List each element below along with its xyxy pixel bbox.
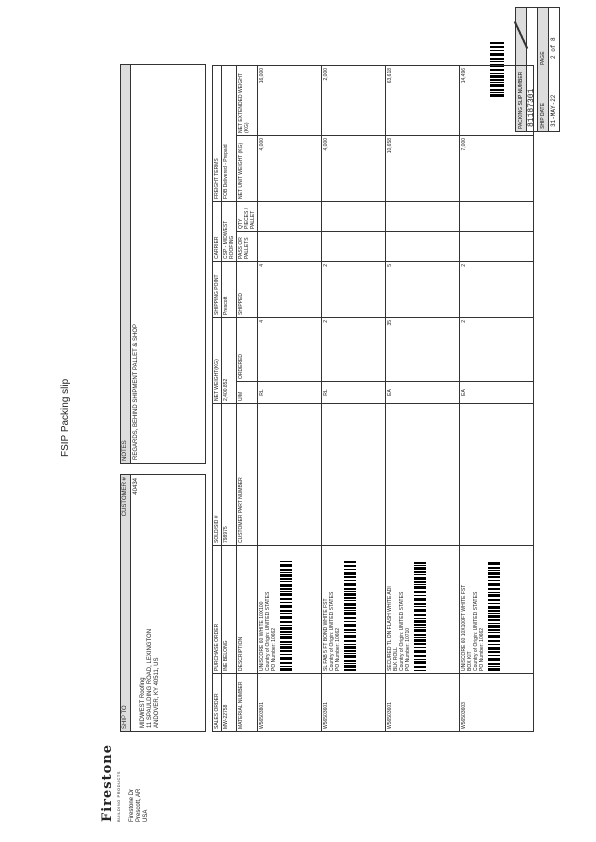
barcode-bar <box>488 583 500 586</box>
description-line: PO Number: 10710 <box>405 627 411 671</box>
barcode-bar <box>280 625 292 626</box>
barcode-bar <box>344 583 356 586</box>
description-line: SECURED TL ON FLASH WHITE ADI <box>387 586 393 671</box>
barcode-bar <box>488 651 500 653</box>
extended-weight: 14,496 <box>460 65 534 135</box>
barcode-bar <box>344 572 356 575</box>
barcode-bar <box>280 654 292 655</box>
barcode-bar <box>488 613 500 614</box>
page-number: 2 of 8 <box>550 37 557 59</box>
barcode-bar <box>414 637 426 638</box>
barcode-bar <box>280 631 292 633</box>
barcode-bar <box>488 663 500 665</box>
description-line: UNISCORE 60 WHITE 10X100 <box>259 601 265 671</box>
info-header: PURCHASE ORDER <box>213 546 222 674</box>
barcode-bar <box>488 592 500 593</box>
description-line: BOX KIT <box>467 651 473 671</box>
description-cell <box>460 546 534 674</box>
barcode-bar <box>488 635 500 638</box>
col-customer-part-number: CUSTOMER PART NUMBER <box>237 404 258 546</box>
barcode-bar <box>344 646 356 649</box>
description-line: UNISCORE 60 10X100FT WHITE FST <box>461 584 467 671</box>
col-description: DESCRIPTION <box>237 546 258 674</box>
info-header-sold-sid: SOLD/SID # <box>214 515 220 543</box>
barcode-bar <box>344 591 356 592</box>
barcode-bar <box>414 634 426 636</box>
barcode-bar <box>488 610 500 612</box>
barcode-bar <box>414 655 426 657</box>
barcode-bar <box>280 662 292 664</box>
barcode-bar <box>488 603 500 604</box>
barcode-bar <box>488 576 500 578</box>
barcode-bar <box>344 569 356 570</box>
unit-of-measure: EA <box>460 382 534 404</box>
barcode-bar <box>488 658 500 661</box>
barcode-bar <box>488 655 500 656</box>
date-page-label-row <box>538 7 549 132</box>
barcode-bar <box>414 565 426 566</box>
barcode-bar <box>414 618 426 619</box>
sales-order-value: MW-22758 <box>222 674 237 732</box>
barcode-bar <box>344 669 356 671</box>
unit-of-measure: EA <box>386 382 460 404</box>
barcode-bar <box>414 609 426 612</box>
barcode-bar <box>414 627 426 628</box>
barcode-bar <box>280 646 292 649</box>
item-barcode <box>414 548 426 671</box>
unit-of-measure: RL <box>258 382 322 404</box>
qty-per-pallet <box>460 201 534 231</box>
barcode-bar <box>344 576 356 578</box>
barcode-bar <box>488 629 500 631</box>
barcode-bar <box>414 562 426 564</box>
barcode-bar <box>414 643 426 645</box>
barcode-bar <box>488 599 500 601</box>
barcode-bar <box>488 623 500 624</box>
info-header-net-weight: NET WEIGHT(KG) <box>214 359 220 401</box>
barcode-bar <box>280 584 292 587</box>
ship-date-label: SHIP DATE <box>540 103 546 129</box>
ship-to-header <box>121 475 131 731</box>
notes-box <box>120 64 206 464</box>
barcode-bar <box>488 572 500 575</box>
barcode-bar <box>414 661 426 664</box>
description-line: Country of Origin: UNITED STATES <box>473 591 479 671</box>
description-cell <box>322 546 386 674</box>
address-line: Firestone Dr <box>129 788 135 822</box>
barcode-bar <box>280 561 292 562</box>
barcode-bar <box>280 666 292 667</box>
barcode-bar <box>344 600 356 601</box>
col-unit-weight: NET UNIT WEIGHT (KG) <box>237 135 258 201</box>
info-header: SHIPPING POINT <box>213 261 222 317</box>
barcode-bar <box>280 634 292 635</box>
barcode-bar <box>280 616 292 619</box>
table-row <box>258 65 322 731</box>
barcode-bar <box>488 668 500 671</box>
barcode-bar <box>280 627 292 630</box>
barcode-bar <box>344 655 356 658</box>
extended-weight: 2,000 <box>322 65 386 135</box>
barcode-bar <box>414 620 426 623</box>
barcode-bar <box>280 602 292 603</box>
barcode-bar <box>414 650 426 653</box>
barcode-bar <box>490 46 504 48</box>
pallet-count <box>386 231 460 261</box>
qty-per-pallet <box>258 201 322 231</box>
description-line: BLK ROLL <box>393 647 399 671</box>
barcode-bar <box>280 581 292 582</box>
material-number: W56503603 <box>460 674 534 732</box>
barcode-bar <box>280 613 292 614</box>
customer-number: 40434 <box>133 478 139 495</box>
customer-number-label: CUSTOMER # <box>122 477 128 517</box>
barcode-bar <box>488 615 500 618</box>
shipped-qty: 2 <box>322 261 386 317</box>
qty-per-pallet <box>322 201 386 231</box>
barcode-bar <box>344 632 356 633</box>
barcode-bar <box>344 593 356 596</box>
barcode-bar <box>280 644 292 645</box>
barcode-bar <box>414 577 426 580</box>
barcode-bar <box>414 659 426 660</box>
barcode-bar <box>344 650 356 652</box>
barcode-bar <box>414 591 426 593</box>
barcode-bar <box>280 593 292 596</box>
purchase-order-value: INE BELONG <box>222 546 237 674</box>
unit-weight: 7,000 <box>460 135 534 201</box>
barcode-bar <box>280 641 292 643</box>
info-header <box>213 404 222 546</box>
barcode-bar <box>488 647 500 650</box>
barcode-bar <box>490 53 504 56</box>
pallet-count <box>460 231 534 261</box>
barcode-bar <box>414 581 426 583</box>
info-header: FREIGHT TERMS <box>213 65 222 201</box>
barcode-bar <box>344 565 356 567</box>
barcode-bar <box>414 595 426 596</box>
column-header-row <box>237 65 258 731</box>
customer-part-number <box>386 404 460 546</box>
net-weight-value: 2,400.852 <box>222 317 237 403</box>
barcode-bar <box>414 614 426 616</box>
barcode-bar <box>344 653 356 654</box>
description-line: Country of Origin: UNITED STATES <box>265 591 271 671</box>
barcode-bar <box>414 586 426 589</box>
unit-weight: 4,000 <box>258 135 322 201</box>
shipping-point-value: Prescott <box>222 261 237 317</box>
description-cell <box>258 546 322 674</box>
freight-terms-value: FOB Delivered - Prepaid <box>222 65 237 201</box>
unit-of-measure: RL <box>322 382 386 404</box>
description-line: SL FAB 5 FT BOND WHITE FST <box>323 598 329 671</box>
item-barcode <box>344 548 356 671</box>
barcode-bar <box>280 657 292 660</box>
col-ordered: ORDERED <box>237 317 258 381</box>
sold-sid-value: 798975 <box>222 404 237 546</box>
ship-to-line: ANDOVER, KY 40511, US <box>154 657 160 728</box>
col-extended-weight: NET EXTENDED WEIGHT (KG) <box>237 65 258 135</box>
barcode-bar <box>490 50 504 51</box>
customer-part-number <box>258 404 322 546</box>
barcode-bar <box>414 603 426 605</box>
shipped-qty: 5 <box>386 261 460 317</box>
barcode-bar <box>414 571 426 573</box>
barcode-bar <box>280 610 292 612</box>
date-page-value-row <box>549 7 560 132</box>
barcode-bar <box>280 636 292 639</box>
barcode-bar <box>344 660 356 662</box>
description-line: PO Number: 10662 <box>479 627 485 671</box>
barcode-bar <box>414 629 426 632</box>
barcode-bar <box>414 624 426 626</box>
barcode-bar <box>280 621 292 623</box>
barcode-bar <box>488 570 500 571</box>
packing-table-body <box>258 65 534 731</box>
page-title: FSIP Packing slip <box>60 378 71 457</box>
barcode-bar <box>280 569 292 571</box>
barcode-bar <box>414 670 426 671</box>
barcode-bar <box>488 588 500 590</box>
barcode-bar <box>490 58 504 60</box>
barcode-bar <box>488 580 500 581</box>
info-header: CARRIER <box>213 201 222 261</box>
barcode-bar <box>344 561 356 563</box>
pallet-count <box>258 231 322 261</box>
col-pallets: PASS OR PALLETS <box>237 231 258 261</box>
item-barcode <box>488 548 500 671</box>
description-cell <box>386 546 460 674</box>
page-label: PAGE <box>540 51 546 65</box>
barcode-bar <box>344 624 356 627</box>
material-number: W56503801 <box>258 674 322 732</box>
packing-table <box>212 65 534 732</box>
barcode-bar <box>280 598 292 600</box>
barcode-bar <box>414 584 426 585</box>
barcode-bar <box>414 606 426 607</box>
item-barcode <box>280 548 292 671</box>
barcode-bar <box>344 588 356 590</box>
barcode-bar <box>414 647 426 648</box>
barcode-bar <box>414 666 426 668</box>
barcode-bar <box>344 603 356 606</box>
packing-slip-label: PACKING SLIP NUMBER <box>518 71 524 129</box>
barcode-bar <box>344 580 356 581</box>
barcode-bar <box>488 594 500 597</box>
barcode-bar <box>344 635 356 638</box>
ordered-qty: 2 <box>460 317 534 381</box>
info-value-row <box>222 65 237 731</box>
customer-part-number <box>322 404 386 546</box>
col-qty-per-pallet: QTY PIECES / PALLET <box>237 201 258 231</box>
description-line: PO Number: 10662 <box>335 627 341 671</box>
barcode-bar <box>490 42 504 44</box>
col-shipped: SHIPPED <box>237 261 258 317</box>
barcode-bar <box>280 574 292 577</box>
barcode-bar <box>280 650 292 652</box>
ship-date: 31-MAY-22 <box>550 94 557 127</box>
brand-tagline: BUILDING PRODUCTS <box>116 771 121 822</box>
barcode-bar <box>280 588 292 590</box>
material-number: W56503601 <box>386 674 460 732</box>
ship-to-line: 11 SPAULDING ROAD, LEXINGTON <box>147 628 153 728</box>
barcode-bar <box>488 606 500 609</box>
barcode-bar <box>344 617 356 619</box>
barcode-bar <box>414 567 426 570</box>
col-material-number: MATERIAL NUMBER <box>237 674 258 732</box>
info-header-row <box>213 65 222 731</box>
barcode-bar <box>488 632 500 633</box>
barcode-bar <box>280 605 292 608</box>
barcode-bar <box>344 665 356 668</box>
barcode-bar <box>280 668 292 671</box>
address-line: Prescott, AR <box>136 788 142 822</box>
notes-header <box>121 65 131 463</box>
unit-weight: 4,000 <box>322 135 386 201</box>
extended-weight: 63,618 <box>386 65 460 135</box>
ordered-qty: 2 <box>322 317 386 381</box>
barcode-bar <box>414 598 426 601</box>
barcode-bar <box>344 607 356 609</box>
barcode-bar <box>344 640 356 642</box>
material-number: W56503601 <box>322 674 386 732</box>
table-row <box>322 65 386 731</box>
notes-label: NOTES <box>122 440 128 461</box>
barcode-bar <box>490 61 504 62</box>
description-line: Country of Origin: UNITED STATES <box>329 591 335 671</box>
barcode-bar <box>344 629 356 631</box>
notes-body <box>131 65 142 463</box>
barcode-bar <box>280 564 292 567</box>
unit-weight: 10,658 <box>386 135 460 201</box>
shipped-qty: 2 <box>460 261 534 317</box>
barcode-bar <box>488 619 500 621</box>
barcode-bar <box>344 644 356 645</box>
ship-to-label: SHIP TO <box>122 705 128 729</box>
barcode-bar <box>344 663 356 664</box>
barcode-bar <box>280 572 292 573</box>
barcode-bar <box>488 567 500 569</box>
barcode-bar <box>414 639 426 642</box>
ship-to-body <box>131 475 163 731</box>
ordered-qty: 35 <box>386 317 460 381</box>
ship-to-box <box>120 474 206 732</box>
info-header: SALES ORDER <box>213 674 222 732</box>
table-row <box>460 65 534 731</box>
carrier-value: CSP - MIDWEST ROOFING <box>222 201 237 261</box>
barcode-bar <box>280 591 292 592</box>
shipped-qty: 4 <box>258 261 322 317</box>
barcode-bar <box>280 578 292 580</box>
barcode-bar <box>488 666 500 667</box>
barcode-bar <box>488 640 500 642</box>
ship-to-line: MIDWEST Roofing <box>140 677 146 728</box>
barcode-bar <box>488 644 500 645</box>
packing-slip-number: 81187301 <box>527 88 536 127</box>
barcode-bar <box>488 562 500 565</box>
barcode-bar <box>344 610 356 611</box>
qty-per-pallet <box>386 201 460 231</box>
address-line: USA <box>143 809 149 822</box>
barcode-bar <box>488 625 500 628</box>
barcode-bar <box>414 574 426 575</box>
barcode-bar <box>344 612 356 615</box>
ordered-qty: 4 <box>258 317 322 381</box>
extended-weight: 16,000 <box>258 65 322 135</box>
barcode-bar <box>344 621 356 622</box>
description-line: PO Number: 10662 <box>271 627 277 671</box>
col-unit-of-measure: U/M <box>237 382 258 404</box>
brand-logo: Firestone <box>100 743 115 822</box>
info-header <box>213 317 222 403</box>
notes-text: REGARDS, BEHIND SHIPMENT PALLET & SHOP <box>133 323 139 460</box>
table-row <box>386 65 460 731</box>
pallet-count <box>322 231 386 261</box>
barcode-bar <box>344 597 356 599</box>
description-line: Country of Origin: UNITED STATES <box>399 591 405 671</box>
customer-part-number <box>460 404 534 546</box>
